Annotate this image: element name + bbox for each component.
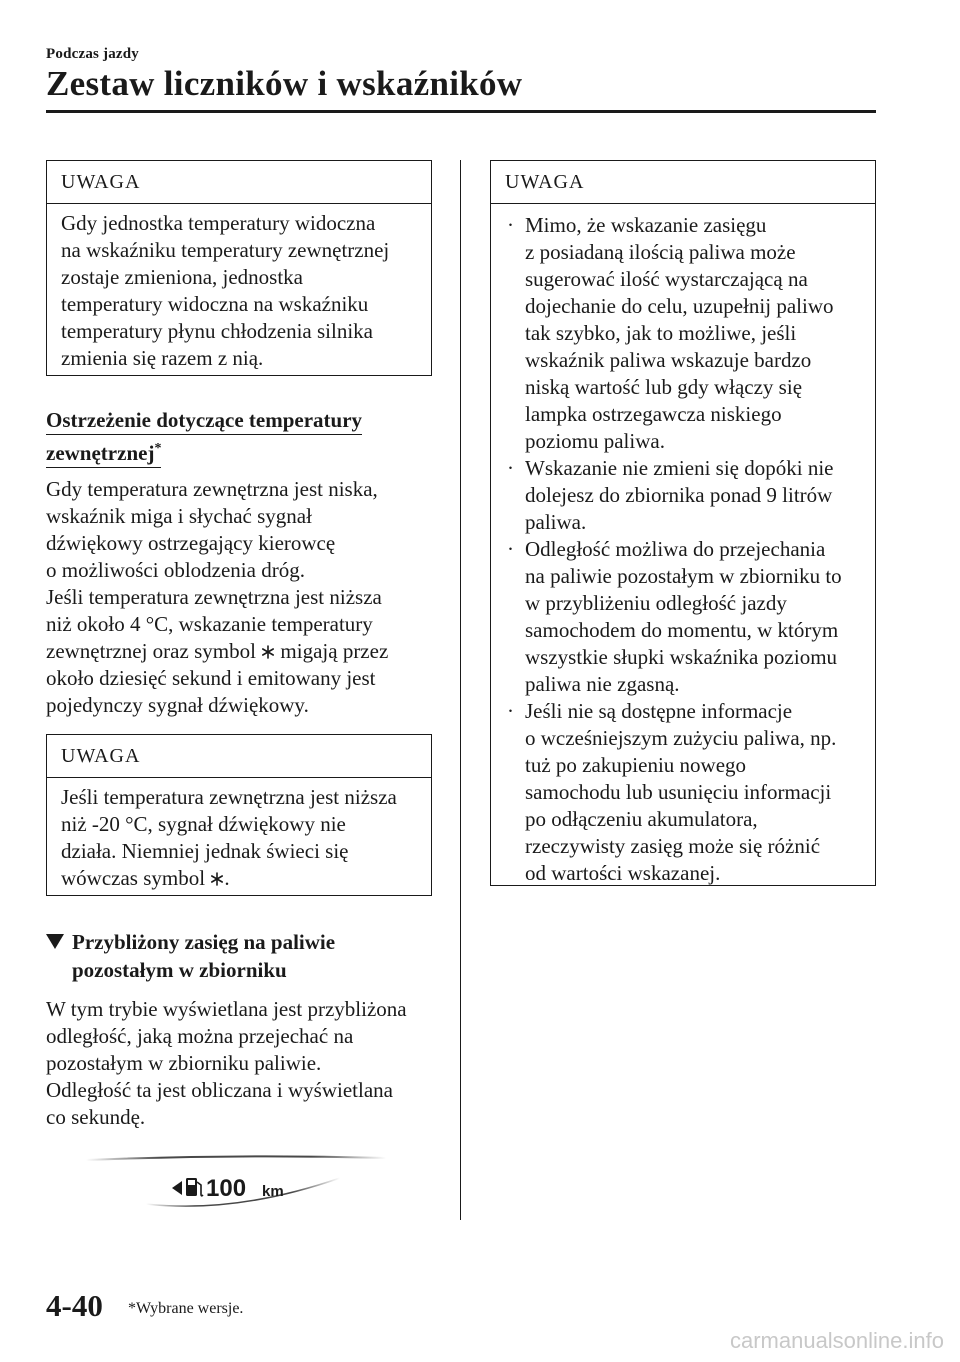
page-number: 4-40 (46, 1288, 103, 1323)
note-body (491, 204, 875, 897)
text-line: pozostałym w zbiorniku paliwie. (46, 1051, 322, 1075)
note-line: zmienia się razem z nią. (61, 346, 264, 370)
text-line: Odległość ta jest obliczana i wyświetlana (46, 1078, 393, 1102)
warning-heading-text: zewnętrznej (46, 441, 155, 465)
warning-heading-line2 (46, 435, 161, 468)
item-line: paliwa nie zgasną. (525, 672, 680, 696)
text-fragment: . (224, 866, 230, 890)
note-line: zostaje zmieniona, jednostka (61, 265, 304, 289)
item-line: z posiadaną ilością paliwa może (525, 240, 796, 264)
list-item (507, 455, 863, 536)
text-line (46, 638, 446, 665)
item-line: po odłączeniu akumulatora, (525, 807, 758, 831)
note-bullet-list (507, 212, 863, 887)
note-label: UWAGA (47, 161, 431, 204)
bullet-dot: · (507, 699, 514, 723)
note-line: temperatury płynu chłodzenia silnika (61, 319, 373, 343)
item-line: Wskazanie nie zmieni się dopóki nie (525, 456, 834, 480)
item-line: w przybliżeniu odległość jazdy (525, 591, 787, 615)
bullet-dot: · (507, 456, 514, 480)
footnote: *Wybrane wersje. (128, 1300, 244, 1317)
item-line: o wcześniejszym zużyciu paliwa, np. (525, 726, 837, 750)
item-line: Mimo, że wskazanie zasięgu (525, 213, 767, 237)
warning-heading-line1: Ostrzeżenie dotyczące temperatury (46, 406, 362, 435)
range-value: 100 (206, 1175, 247, 1202)
item-line: paliwa. (525, 510, 587, 534)
range-unit: km (262, 1183, 284, 1200)
item-line: rzeczywisty zasięg może się różnić (525, 834, 821, 858)
gauge-arc-top (86, 1156, 386, 1160)
note-line: Gdy jednostka temperatury widoczna (61, 211, 376, 235)
note-label: UWAGA (491, 161, 875, 204)
item-line: samochodu lub usunięciu informacji (525, 780, 832, 804)
note-line: niż -20 °C, sygnał dźwiękowy nie (61, 812, 346, 836)
text-fragment: wówczas symbol (61, 866, 206, 890)
text-line: dźwiękowy ostrzegający kierowcę (46, 531, 336, 555)
warning-heading (46, 406, 446, 468)
item-line: na paliwie pozostałym w zbiorniku to (525, 564, 842, 588)
text-line: wskaźnik miga i słychać sygnał (46, 504, 312, 528)
item-line: Jeśli nie są dostępne informacje (525, 699, 793, 723)
snowflake-icon (210, 872, 224, 886)
column-divider (460, 160, 461, 1220)
text-line: W tym trybie wyświetlana jest przybliżona (46, 997, 407, 1021)
text-line: Jeśli temperatura zewnętrzna jest niższa (46, 585, 382, 609)
item-line: dolejesz do zbiornika ponad 9 litrów (525, 483, 833, 507)
note-body (47, 204, 431, 382)
text-line: odległość, jaką można przejechać na (46, 1024, 354, 1048)
option-asterisk: * (154, 441, 162, 456)
note-label: UWAGA (47, 735, 431, 778)
text-fragment: migają przez (280, 639, 389, 663)
warning-text (46, 476, 446, 719)
item-line: niską wartość lub gdy włączy się (525, 375, 803, 399)
note-line: Jeśli temperatura zewnętrzna jest niższa (61, 785, 397, 809)
note-line: działa. Niemniej jednak świeci się (61, 839, 349, 863)
range-display-illustration (86, 1152, 386, 1218)
item-line: Odległość możliwa do przejechania (525, 537, 826, 561)
left-arrow-icon (172, 1181, 182, 1195)
text-fragment: zewnętrznej oraz symbol (46, 639, 256, 663)
range-heading (46, 928, 472, 984)
list-item (507, 698, 863, 887)
item-line: wskaźnik paliwa wskazuje bardzo (525, 348, 812, 372)
snowflake-icon (261, 645, 275, 659)
item-line: lampka ostrzegawcza niskiego (525, 402, 782, 426)
header-rule (46, 110, 876, 113)
watermark: carmanualsonline.info (729, 1328, 944, 1353)
text-line: o możliwości oblodzenia dróg. (46, 558, 305, 582)
range-heading-line2: pozostałym w zbiorniku (72, 958, 287, 982)
item-line: wszystkie słupki wskaźnika poziomu (525, 645, 838, 669)
triangle-bullet-icon (46, 934, 64, 949)
item-line: sugerować ilość wystarczającą na (525, 267, 808, 291)
text-line: niż około 4 °C, wskazanie temperatury (46, 612, 373, 636)
item-line: dojechanie do celu, uzupełnij paliwo (525, 294, 834, 318)
item-line: tuż po zakupieniu nowego (525, 753, 747, 777)
section-kicker: Podczas jazdy (46, 46, 140, 62)
note-line (61, 865, 419, 892)
note-line: na wskaźniku temperatury zewnętrznej (61, 238, 390, 262)
list-item (507, 212, 863, 455)
item-line: od wartości wskazanej. (525, 861, 721, 885)
bullet-dot: · (507, 537, 514, 561)
range-text (46, 996, 446, 1131)
fuel-pump-icon (186, 1178, 203, 1196)
text-line: co sekundę. (46, 1105, 146, 1129)
note-box-low-temp (46, 734, 432, 896)
bullet-dot: · (507, 213, 514, 237)
item-line: samochodem do momentu, w którym (525, 618, 839, 642)
note-box-range (490, 160, 876, 886)
note-box-units (46, 160, 432, 376)
text-line: Gdy temperatura zewnętrzna jest niska, (46, 477, 378, 501)
list-item (507, 536, 863, 698)
text-line: około dziesięć sekund i emitowany jest (46, 666, 376, 690)
range-heading-line1: Przybliżony zasięg na paliwie (72, 930, 336, 954)
page-title: Zestaw liczników i wskaźników (46, 64, 523, 103)
item-line: tak szybko, jak to możliwe, jeśli (525, 321, 797, 345)
text-line: pojedynczy sygnał dźwiękowy. (46, 693, 309, 717)
note-body (47, 778, 431, 902)
item-line: poziomu paliwa. (525, 429, 665, 453)
note-line: temperatury widoczna na wskaźniku (61, 292, 369, 316)
